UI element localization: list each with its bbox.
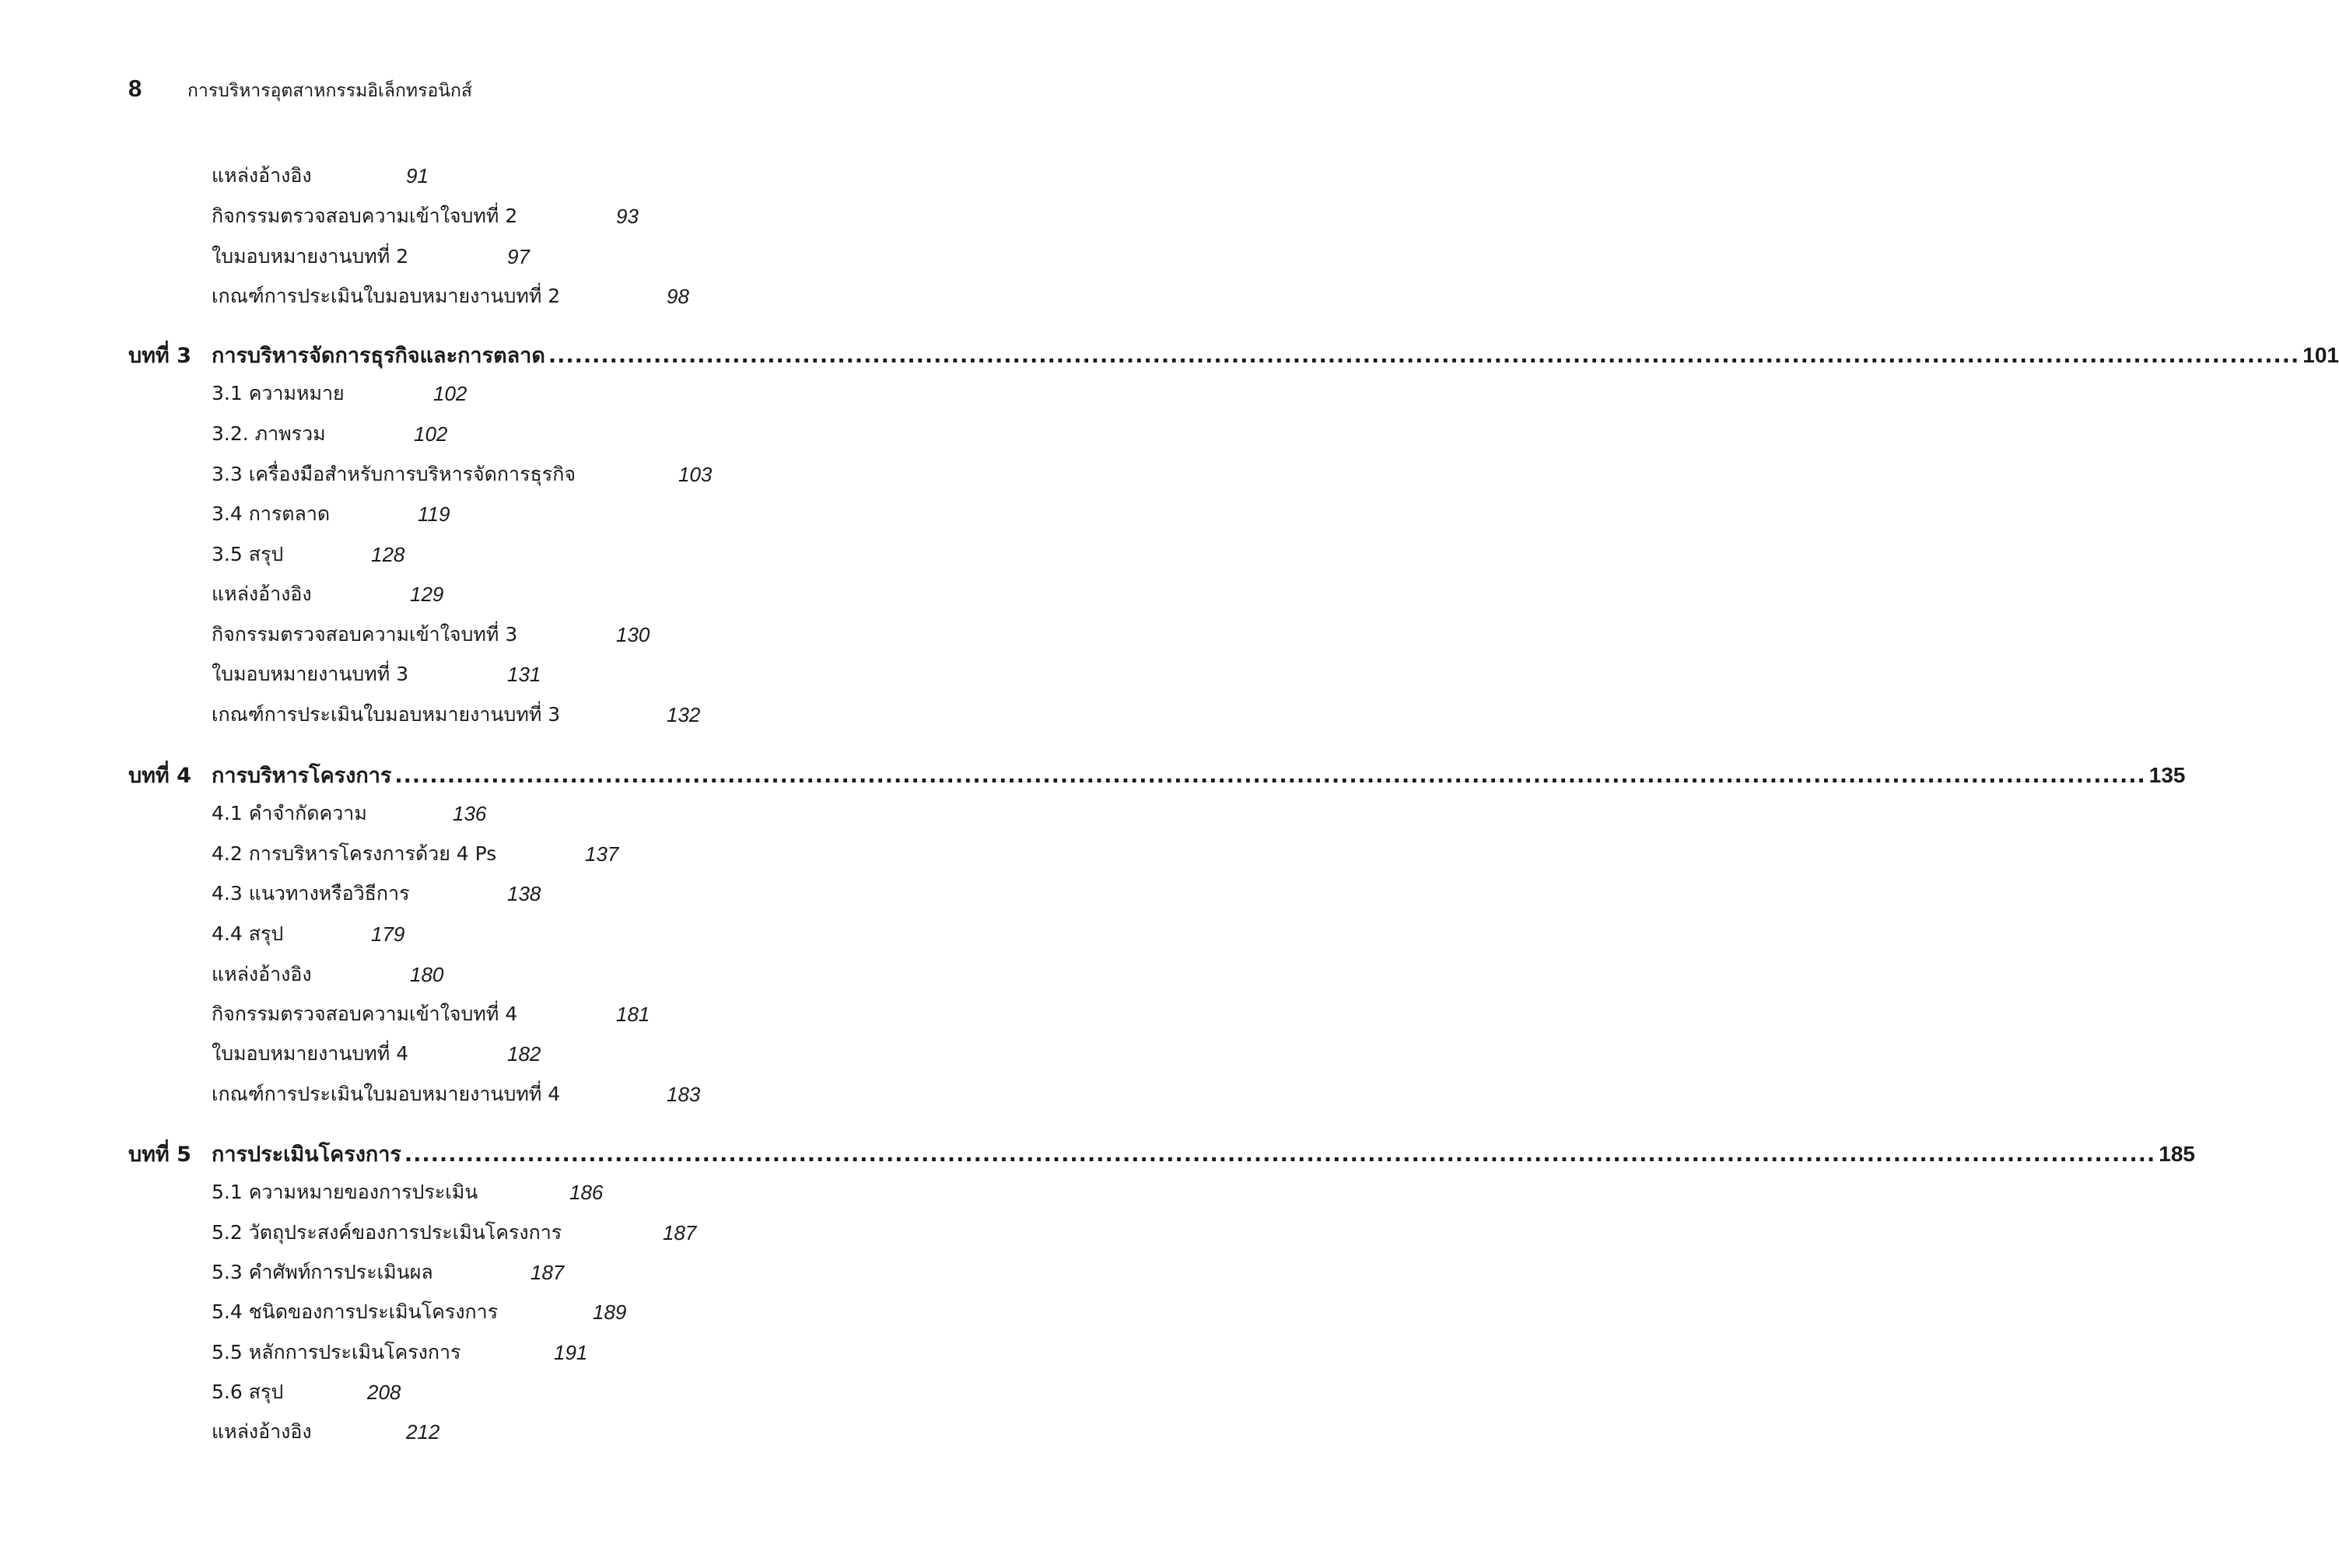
- toc-entry: [212, 538, 912, 571]
- chapter-page-number: 185: [2159, 1142, 2195, 1166]
- chapter-page-number: 101: [2302, 343, 2339, 367]
- toc-entry-page-number: 138: [507, 882, 541, 905]
- toc-entry-page-number: 97: [507, 245, 530, 268]
- toc-entry-title: ใบมอบหมายงานบทที่ 2: [212, 245, 409, 268]
- toc-entry-title: 5.6 สรุป: [212, 1381, 284, 1403]
- toc-entry: [212, 498, 912, 530]
- toc-entry-title: 5.4 ชนิดของการประเมินโครงการ: [212, 1300, 499, 1323]
- toc-entry-title: แหล่งอ้างอิง: [212, 963, 312, 985]
- toc-entry-page-number: 102: [433, 382, 467, 405]
- dot-leader: ........................................................................................................................................................................................................: [404, 1143, 2156, 1167]
- toc-entry-page-number: 98: [667, 285, 689, 308]
- toc-entry-title: แหล่งอ้างอิง: [212, 164, 312, 187]
- toc-entry: [212, 998, 912, 1031]
- toc-entry: [212, 877, 912, 910]
- toc-entry: [212, 1416, 912, 1448]
- toc-entry-page-number: 130: [616, 623, 650, 646]
- toc-entry-title: แหล่งอ้างอิง: [212, 583, 312, 605]
- toc-entry-title: ใบมอบหมายงานบทที่ 3: [212, 663, 409, 685]
- chapter-label: บทที่ 5: [128, 1143, 191, 1167]
- toc-entry-page-number: 212: [406, 1420, 440, 1444]
- toc-entry: [212, 1256, 912, 1289]
- toc-entry-page-number: 189: [593, 1300, 627, 1324]
- toc-entry: [212, 1078, 912, 1111]
- toc-entry-title: ใบมอบหมายงานบทที่ 4: [212, 1042, 409, 1065]
- toc-entry: [212, 418, 912, 450]
- chapter-title: การบริหารจัดการธุรกิจและการตลาด: [212, 344, 545, 368]
- toc-entry-page-number: 179: [371, 922, 405, 946]
- toc-entry-page-number: 191: [554, 1341, 588, 1364]
- toc-entry-title: 3.2. ภาพรวม: [212, 422, 326, 445]
- toc-entry-title: 4.3 แนวทางหรือวิธีการ: [212, 882, 410, 905]
- toc-entry-title: กิจกรรมตรวจสอบความเข้าใจบทที่ 3: [212, 623, 518, 646]
- toc-entry: [212, 280, 912, 313]
- toc-entry: [212, 1176, 912, 1209]
- toc-entry: [212, 698, 912, 731]
- toc-entry-title: เกณฑ์การประเมินใบมอบหมายงานบทที่ 2: [212, 285, 561, 307]
- dot-leader: ........................................................................................................................................................................................................: [548, 344, 2300, 368]
- toc-entry: [212, 1336, 912, 1369]
- toc-entry: [212, 658, 912, 691]
- toc-entry-page-number: 129: [410, 583, 444, 606]
- toc-entry-page-number: 103: [678, 463, 713, 486]
- toc-entry: [212, 618, 912, 651]
- toc-entry-title: เกณฑ์การประเมินใบมอบหมายงานบทที่ 3: [212, 703, 561, 726]
- toc-entry-page-number: 93: [616, 205, 639, 228]
- toc-entry-title: 3.1 ความหมาย: [212, 382, 345, 404]
- toc-entry-title: 3.3 เครื่องมือสำหรับการบริหารจัดการธุรกิจ: [212, 463, 576, 485]
- toc-entry: [212, 1216, 912, 1249]
- toc-entry-title: 4.4 สรุป: [212, 922, 284, 945]
- chapter-title: การประเมินโครงการ: [212, 1143, 401, 1167]
- chapter-heading: [128, 757, 2186, 794]
- toc-entry: [212, 1376, 912, 1409]
- toc-entry: [212, 377, 912, 410]
- toc-entry-page-number: 137: [585, 842, 619, 866]
- toc-entry-title: 5.5 หลักการประเมินโครงการ: [212, 1341, 461, 1363]
- toc-entry-page-number: 128: [371, 543, 405, 566]
- toc-entry-title: 5.1 ความหมายของการประเมิน: [212, 1181, 478, 1203]
- toc-entry: [212, 838, 912, 870]
- toc-entry-title: 5.2 วัตถุประสงค์ของการประเมินโครงการ: [212, 1221, 562, 1244]
- toc-entry-page-number: 119: [418, 502, 450, 526]
- toc-entry-title: 5.3 คำศัพท์การประเมินผล: [212, 1261, 433, 1283]
- toc-entry: [212, 240, 912, 273]
- toc-entry-page-number: 187: [530, 1261, 565, 1284]
- toc-entry-title: 4.1 คำจำกัดความ: [212, 802, 367, 824]
- toc-entry-page-number: 208: [367, 1381, 401, 1404]
- toc-entry: [212, 1296, 912, 1328]
- toc-entry-page-number: 187: [663, 1221, 697, 1244]
- toc-entry-page-number: 183: [667, 1083, 701, 1106]
- page-number: 8: [128, 75, 142, 102]
- toc-entry-title: กิจกรรมตรวจสอบความเข้าใจบทที่ 4: [212, 1003, 518, 1025]
- toc-entry: [212, 200, 912, 233]
- toc-entry: [212, 1038, 912, 1070]
- chapter-heading: [128, 337, 2339, 374]
- toc-entry-page-number: 102: [414, 422, 448, 446]
- toc-entry-page-number: 186: [569, 1181, 604, 1204]
- toc-entry-page-number: 132: [667, 703, 701, 726]
- toc-entry-page-number: 181: [616, 1003, 650, 1026]
- running-title: การบริหารอุตสาหกรรมอิเล็กทรอนิกส์: [187, 81, 472, 101]
- chapter-title: การบริหารโครงการ: [212, 764, 392, 788]
- chapter-page-number: 135: [2148, 763, 2186, 787]
- chapter-label: บทที่ 3: [128, 344, 191, 368]
- toc-entry-title: แหล่งอ้างอิง: [212, 1420, 312, 1443]
- toc-entry: [212, 958, 912, 991]
- toc-entry: [212, 159, 912, 192]
- chapter-label: บทที่ 4: [128, 764, 191, 788]
- toc-entry: [212, 797, 912, 830]
- dot-leader: ........................................................................................................................................................................................................: [394, 764, 2146, 788]
- chapter-heading: [128, 1136, 2195, 1173]
- toc-entry-page-number: 182: [507, 1042, 541, 1066]
- toc-entry: [212, 578, 912, 611]
- toc-entry-page-number: 91: [406, 164, 429, 187]
- toc-entry-page-number: 131: [507, 663, 541, 686]
- toc-entry: [212, 918, 912, 950]
- toc-entry-title: 3.4 การตลาด: [212, 502, 331, 525]
- toc-entry: [212, 458, 912, 491]
- toc-entry-title: กิจกรรมตรวจสอบความเข้าใจบทที่ 2: [212, 205, 518, 227]
- toc-entry-title: 4.2 การบริหารโครงการด้วย 4 Ps: [212, 842, 497, 865]
- toc-entry-title: 3.5 สรุป: [212, 543, 284, 565]
- toc-entry-page-number: 180: [410, 963, 444, 986]
- toc-entry-title: เกณฑ์การประเมินใบมอบหมายงานบทที่ 4: [212, 1083, 561, 1105]
- toc-entry-page-number: 136: [453, 802, 487, 825]
